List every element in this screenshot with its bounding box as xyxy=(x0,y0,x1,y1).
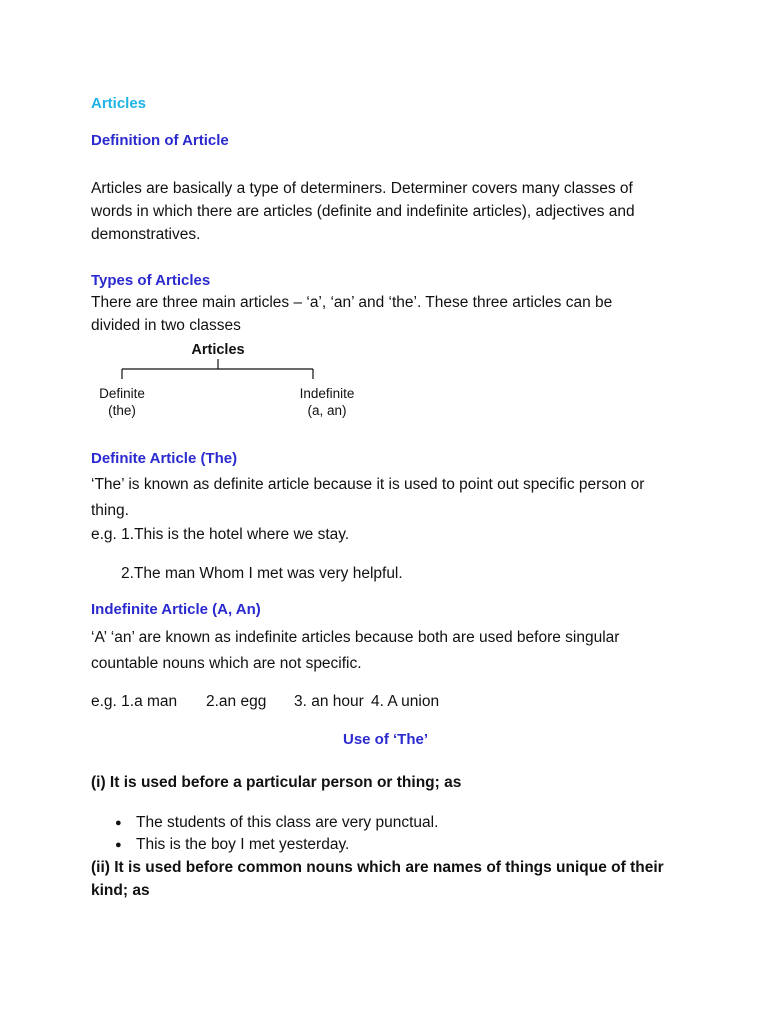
definition-line-3: demonstratives. xyxy=(91,226,201,243)
list-item xyxy=(113,812,438,834)
indefinite-line-1: ‘A’ ‘an’ are known as indefinite articles because both are used before singular xyxy=(91,629,620,646)
rule-1: (i) It is used before a particular person or thing; as xyxy=(91,774,462,791)
indefinite-paragraph xyxy=(91,625,691,677)
indefinite-line-2: countable nouns which are not specific. xyxy=(91,655,362,672)
diagram-root-label: Articles xyxy=(191,342,245,358)
document-title: Articles xyxy=(91,95,147,112)
definition-line-2: words in which there are articles (definite and indefinite articles), adjectives and xyxy=(91,203,635,220)
rule-1-examples-list xyxy=(113,812,438,856)
list-item-text: This is the boy I met yesterday. xyxy=(136,836,350,853)
list-item xyxy=(113,834,438,856)
definite-line-1: ‘The’ is known as definite article because it is used to point out specific person or xyxy=(91,476,645,493)
definition-line-1: Articles are basically a type of determiners. Determiner covers many classes of xyxy=(91,180,633,197)
bullet-icon: ● xyxy=(115,839,122,851)
bullet-icon: ● xyxy=(115,817,122,829)
definite-line-2: thing. xyxy=(91,502,129,519)
types-heading: Types of Articles xyxy=(91,272,211,289)
indefinite-example-4: 4. A union xyxy=(371,693,440,710)
types-paragraph xyxy=(91,291,691,337)
diagram-right-sub: (a, an) xyxy=(307,403,347,418)
articles-tree-diagram xyxy=(95,337,365,427)
indefinite-example-2: 2.an egg xyxy=(206,693,267,710)
diagram-left-sub: (the) xyxy=(108,403,136,418)
definite-example-2: 2.The man Whom I met was very helpful. xyxy=(121,565,403,582)
diagram-right-label: Indefinite xyxy=(299,386,355,401)
definition-paragraph xyxy=(91,177,691,246)
indefinite-example-1: e.g. 1.a man xyxy=(91,693,178,710)
definite-paragraph xyxy=(91,472,691,524)
definition-heading: Definition of Article xyxy=(91,132,229,149)
list-item-text: The students of this class are very punctual. xyxy=(136,814,439,831)
rule-2-line-2: kind; as xyxy=(91,882,150,899)
articles-tree-svg xyxy=(95,337,365,427)
indefinite-heading: Indefinite Article (A, An) xyxy=(91,601,261,618)
types-line-1: There are three main articles – ‘a’, ‘an’ and ‘the’. These three articles can be xyxy=(91,294,613,311)
definite-example-1: e.g. 1.This is the hotel where we stay. xyxy=(91,526,350,543)
diagram-left-label: Definite xyxy=(99,386,145,401)
rule-2-line-1: (ii) It is used before common nouns which are names of things unique of their xyxy=(91,859,664,876)
types-line-2: divided in two classes xyxy=(91,317,241,334)
indefinite-example-3: 3. an hour xyxy=(294,693,364,710)
definite-heading: Definite Article (The) xyxy=(91,450,238,467)
rule-2 xyxy=(91,856,711,902)
use-the-heading: Use of ‘The’ xyxy=(343,731,429,748)
